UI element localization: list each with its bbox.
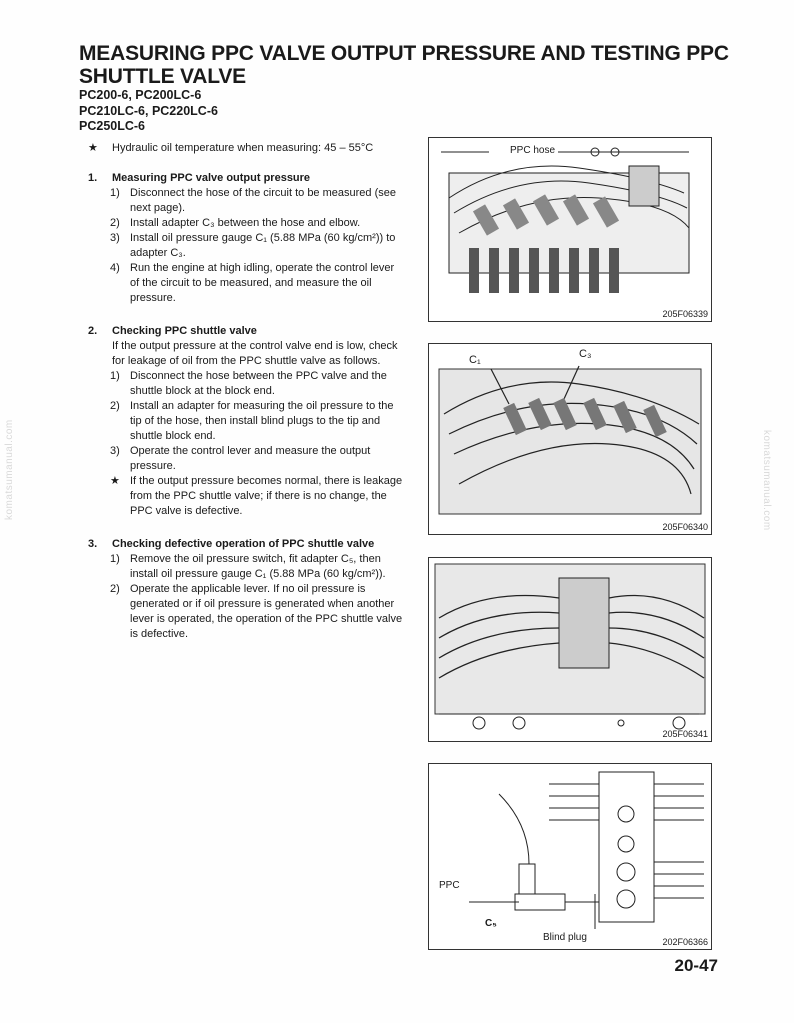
figure-code: 205F06341 xyxy=(662,729,708,739)
star-icon: ★ xyxy=(88,142,98,154)
procedure-text xyxy=(88,141,406,642)
step: 2) Install an adapter for measuring the oil pressure to the tip of the hose, then install blind plugs to the tip and shuttle block end. xyxy=(110,400,394,442)
step: 2) Operate the applicable lever. If no oil pressure is generated or if oil pressure is generated when another lever is operated, the operation of the PPC shuttle valve is defective. xyxy=(110,583,403,640)
figure-illustration xyxy=(429,764,711,949)
section-heading: 1. Measuring PPC valve output pressure xyxy=(88,172,311,184)
step: ★ If the output pressure becomes normal, there is leakage from the PPC shuttle valve; if there is no change, the PPC valve is defective. xyxy=(110,475,403,517)
figure-code: 202F06366 xyxy=(662,937,708,947)
note-row xyxy=(88,141,406,156)
figure-code: 205F06340 xyxy=(662,522,708,532)
section-heading: 3. Checking defective operation of PPC shuttle valve xyxy=(88,538,375,550)
figure-label: Blind plug xyxy=(543,932,587,943)
figure-label: C₅ xyxy=(485,918,497,929)
section-heading: 2. Checking PPC shuttle valve xyxy=(88,325,257,337)
watermark: komatsumanual.com xyxy=(761,430,772,531)
page-title: MEASURING PPC VALVE OUTPUT PRESSURE AND TESTING PPC SHUTTLE VALVE xyxy=(79,42,729,88)
note-text: Hydraulic oil temperature when measuring: 45 – 55°C xyxy=(112,142,374,154)
watermark: komatsumanual.com xyxy=(4,419,15,520)
figure-pressure-switch xyxy=(428,557,712,742)
step: 3) Install oil pressure gauge C₁ (5.88 MPa (60 kg/cm²)) to adapter C₃. xyxy=(110,232,396,259)
model-list xyxy=(79,88,218,135)
step: 4) Run the engine at high idling, operate the control lever of the circuit to be measured, and measure the oil pressure. xyxy=(110,262,395,304)
step: 3) Operate the control lever and measure the output pressure. xyxy=(110,445,371,472)
model-line: PC210LC-6, PC220LC-6 xyxy=(79,103,218,118)
model-line: PC200-6, PC200LC-6 xyxy=(79,88,202,102)
figure-illustration xyxy=(429,558,711,741)
figure-illustration xyxy=(429,138,711,321)
model-line: PC250LC-6 xyxy=(79,119,145,133)
figure-adapter-diagram xyxy=(428,763,712,950)
figure-ppc-hose xyxy=(428,137,712,322)
figure-shuttle-valve xyxy=(428,343,712,535)
step: 1) Disconnect the hose of the circuit to be measured (see next page). xyxy=(110,187,396,214)
figure-illustration xyxy=(429,344,711,534)
figure-label: PPC hose xyxy=(507,145,558,156)
page-number: 20-47 xyxy=(674,956,718,975)
figure-label: C₃ xyxy=(579,348,592,360)
step: 2) Install adapter C₃ between the hose and elbow. xyxy=(110,217,361,229)
figure-code: 205F06339 xyxy=(662,309,708,319)
figure-label: C₁ xyxy=(469,354,481,366)
step: 1) Disconnect the hose between the PPC valve and the shuttle block at the block end. xyxy=(110,370,387,397)
section-intro: If the output pressure at the control valve end is low, check for leakage of oil from the PPC shuttle valve as follows. xyxy=(112,340,398,367)
step: 1) Remove the oil pressure switch, fit adapter C₅, then install oil pressure gauge C₁ (5.88 MPa (60 kg/cm²)). xyxy=(110,553,386,580)
figure-label: PPC xyxy=(439,880,460,891)
